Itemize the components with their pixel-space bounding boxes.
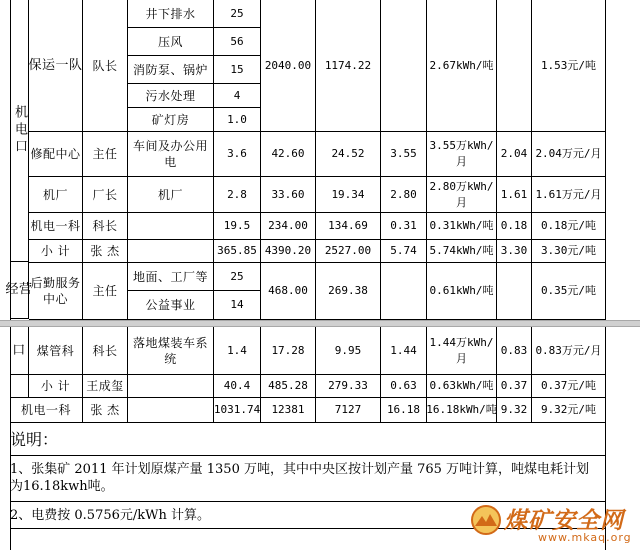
- total-c8: 16.18kWh/吨: [427, 398, 497, 423]
- item-meiguan: 落地煤装车系统: [128, 327, 214, 375]
- val-fire-pump: 15: [214, 56, 261, 84]
- role-jichang: 厂长: [83, 177, 128, 213]
- subtotal2-person: 王成玺: [83, 375, 128, 398]
- subtotal2-c10: 0.37元/吨: [532, 375, 606, 398]
- team-xiupei: 修配中心: [29, 132, 83, 177]
- subtotal1-c6: 2527.00: [316, 240, 381, 263]
- note-1: 1、张集矿 2011 年计划原煤产量 1350 万吨，其中中央区按计划产量 765 万吨计算，吨煤电耗计划为16.18kwh吨。: [10, 462, 590, 494]
- total-label: 机电一科: [10, 398, 83, 423]
- dept-jidian-label: 机电口: [10, 0, 29, 262]
- jidian1-c7: 0.31: [381, 213, 427, 240]
- total-c5: 12381: [261, 398, 316, 423]
- note-2: 2、电费按 0.5756元/kWh 计算。: [10, 508, 211, 523]
- site-watermark: [468, 500, 640, 550]
- item-drainage: 井下排水: [128, 0, 214, 28]
- jichang-c10: 1.61万元/月: [532, 177, 606, 213]
- item-sewage: 污水处理: [128, 84, 214, 108]
- pane-split-bar[interactable]: [0, 320, 640, 327]
- xiupei-c6: 24.52: [316, 132, 381, 177]
- meiguan-c9: 0.83: [497, 327, 532, 375]
- jichang-c8: 2.80万kWh/月: [427, 177, 497, 213]
- jichang-c5: 33.60: [261, 177, 316, 213]
- subtotal1-label: 小 计: [29, 240, 83, 263]
- team-baoyun: 保运一队: [29, 0, 83, 132]
- team-jichang: 机厂: [29, 177, 83, 213]
- xiupei-c10: 2.04万元/月: [532, 132, 606, 177]
- watermark-url: www.mkaq.org: [538, 531, 632, 544]
- item-public: 公益事业: [128, 291, 214, 320]
- total-c9: 9.32: [497, 398, 532, 423]
- jidian1-c10: 0.18元/吨: [532, 213, 606, 240]
- houqin-c8: 0.61kWh/吨: [427, 263, 497, 320]
- baoyun-c5: 2040.00: [261, 0, 316, 132]
- houqin-c10: 0.35元/吨: [532, 263, 606, 320]
- baoyun-c8: 2.67kWh/吨: [427, 0, 497, 132]
- meiguan-v: 1.4: [214, 327, 261, 375]
- subtotal1-person: 张 杰: [83, 240, 128, 263]
- subtotal2-item: [128, 375, 214, 398]
- baoyun-c10: 1.53元/吨: [532, 0, 606, 132]
- item-jidian1: [128, 213, 214, 240]
- xiupei-c9: 2.04: [497, 132, 532, 177]
- baoyun-c9: [497, 0, 532, 132]
- subtotal1-v: 365.85: [214, 240, 261, 263]
- meiguan-c7: 1.44: [381, 327, 427, 375]
- val-drainage: 25: [214, 0, 261, 28]
- team-houqin: 后勤服务中心: [29, 263, 83, 320]
- role-meiguan: 科长: [83, 327, 128, 375]
- houqin-c9: [497, 263, 532, 320]
- dept-fragment-2: [10, 375, 29, 398]
- meiguan-c5: 17.28: [261, 327, 316, 375]
- subtotal1-item: [128, 240, 214, 263]
- total-c6: 7127: [316, 398, 381, 423]
- xiupei-c8: 3.55万kWh/月: [427, 132, 497, 177]
- subtotal1-c5: 4390.20: [261, 240, 316, 263]
- subtotal2-c8: 0.63kWh/吨: [427, 375, 497, 398]
- role-houqin: 主任: [83, 263, 128, 320]
- subtotal1-c9: 3.30: [497, 240, 532, 263]
- jichang-c6: 19.34: [316, 177, 381, 213]
- val-ground: 25: [214, 263, 261, 291]
- item-fire-pump: 消防泵、锅炉: [128, 56, 214, 84]
- dept-fragment: 口: [10, 327, 29, 375]
- team-meiguan: 煤管科: [29, 327, 83, 375]
- jidian1-c8: 0.31kWh/吨: [427, 213, 497, 240]
- subtotal2-v: 40.4: [214, 375, 261, 398]
- notes-divider-1: [10, 455, 606, 456]
- xiupei-c7: 3.55: [381, 132, 427, 177]
- subtotal1-c8: 5.74kWh/吨: [427, 240, 497, 263]
- role-xiupei: 主任: [83, 132, 128, 177]
- jidian1-c5: 234.00: [261, 213, 316, 240]
- subtotal1-c10: 3.30元/吨: [532, 240, 606, 263]
- jidian1-c9: 0.18: [497, 213, 532, 240]
- jichang-v: 2.8: [214, 177, 261, 213]
- item-air: 压风: [128, 28, 214, 56]
- xiupei-c5: 42.60: [261, 132, 316, 177]
- val-public: 14: [214, 291, 261, 320]
- baoyun-c6: 1174.22: [316, 0, 381, 132]
- total-c10: 9.32元/吨: [532, 398, 606, 423]
- watermark-text: 煤矿安全网: [504, 507, 624, 534]
- subtotal1-c7: 5.74: [381, 240, 427, 263]
- houqin-c5: 468.00: [261, 263, 316, 320]
- total-item: [128, 398, 214, 423]
- role-baoyun: 队长: [83, 0, 128, 132]
- jidian1-c6: 134.69: [316, 213, 381, 240]
- meiguan-c6: 9.95: [316, 327, 381, 375]
- total-v: 1031.74: [214, 398, 261, 423]
- subtotal2-c9: 0.37: [497, 375, 532, 398]
- role-jidian1: 科长: [83, 213, 128, 240]
- item-lamp-room: 矿灯房: [128, 108, 214, 132]
- jidian1-v: 19.5: [214, 213, 261, 240]
- dept-jingying-label: 经营: [10, 262, 29, 319]
- val-lamp-room: 1.0: [214, 108, 261, 132]
- jichang-c9: 1.61: [497, 177, 532, 213]
- val-air: 56: [214, 28, 261, 56]
- subtotal2-c7: 0.63: [381, 375, 427, 398]
- val-sewage: 4: [214, 84, 261, 108]
- houqin-c7: [381, 263, 427, 320]
- subtotal2-c5: 485.28: [261, 375, 316, 398]
- baoyun-c7: [381, 0, 427, 132]
- total-c7: 16.18: [381, 398, 427, 423]
- meiguan-c10: 0.83万元/月: [532, 327, 606, 375]
- xiupei-v: 3.6: [214, 132, 261, 177]
- subtotal2-c6: 279.33: [316, 375, 381, 398]
- item-jichang: 机厂: [128, 177, 214, 213]
- subtotal2-label: 小 计: [29, 375, 83, 398]
- item-xiupei: 车间及办公用电: [128, 132, 214, 177]
- team-jidian1: 机电一科: [29, 213, 83, 240]
- jichang-c7: 2.80: [381, 177, 427, 213]
- meiguan-c8: 1.44万kWh/月: [427, 327, 497, 375]
- miner-logo-icon: [470, 504, 502, 536]
- notes-title: 说明：: [10, 430, 59, 449]
- houqin-c6: 269.38: [316, 263, 381, 320]
- item-ground: 地面、工厂等: [128, 263, 214, 291]
- total-person: 张 杰: [83, 398, 128, 423]
